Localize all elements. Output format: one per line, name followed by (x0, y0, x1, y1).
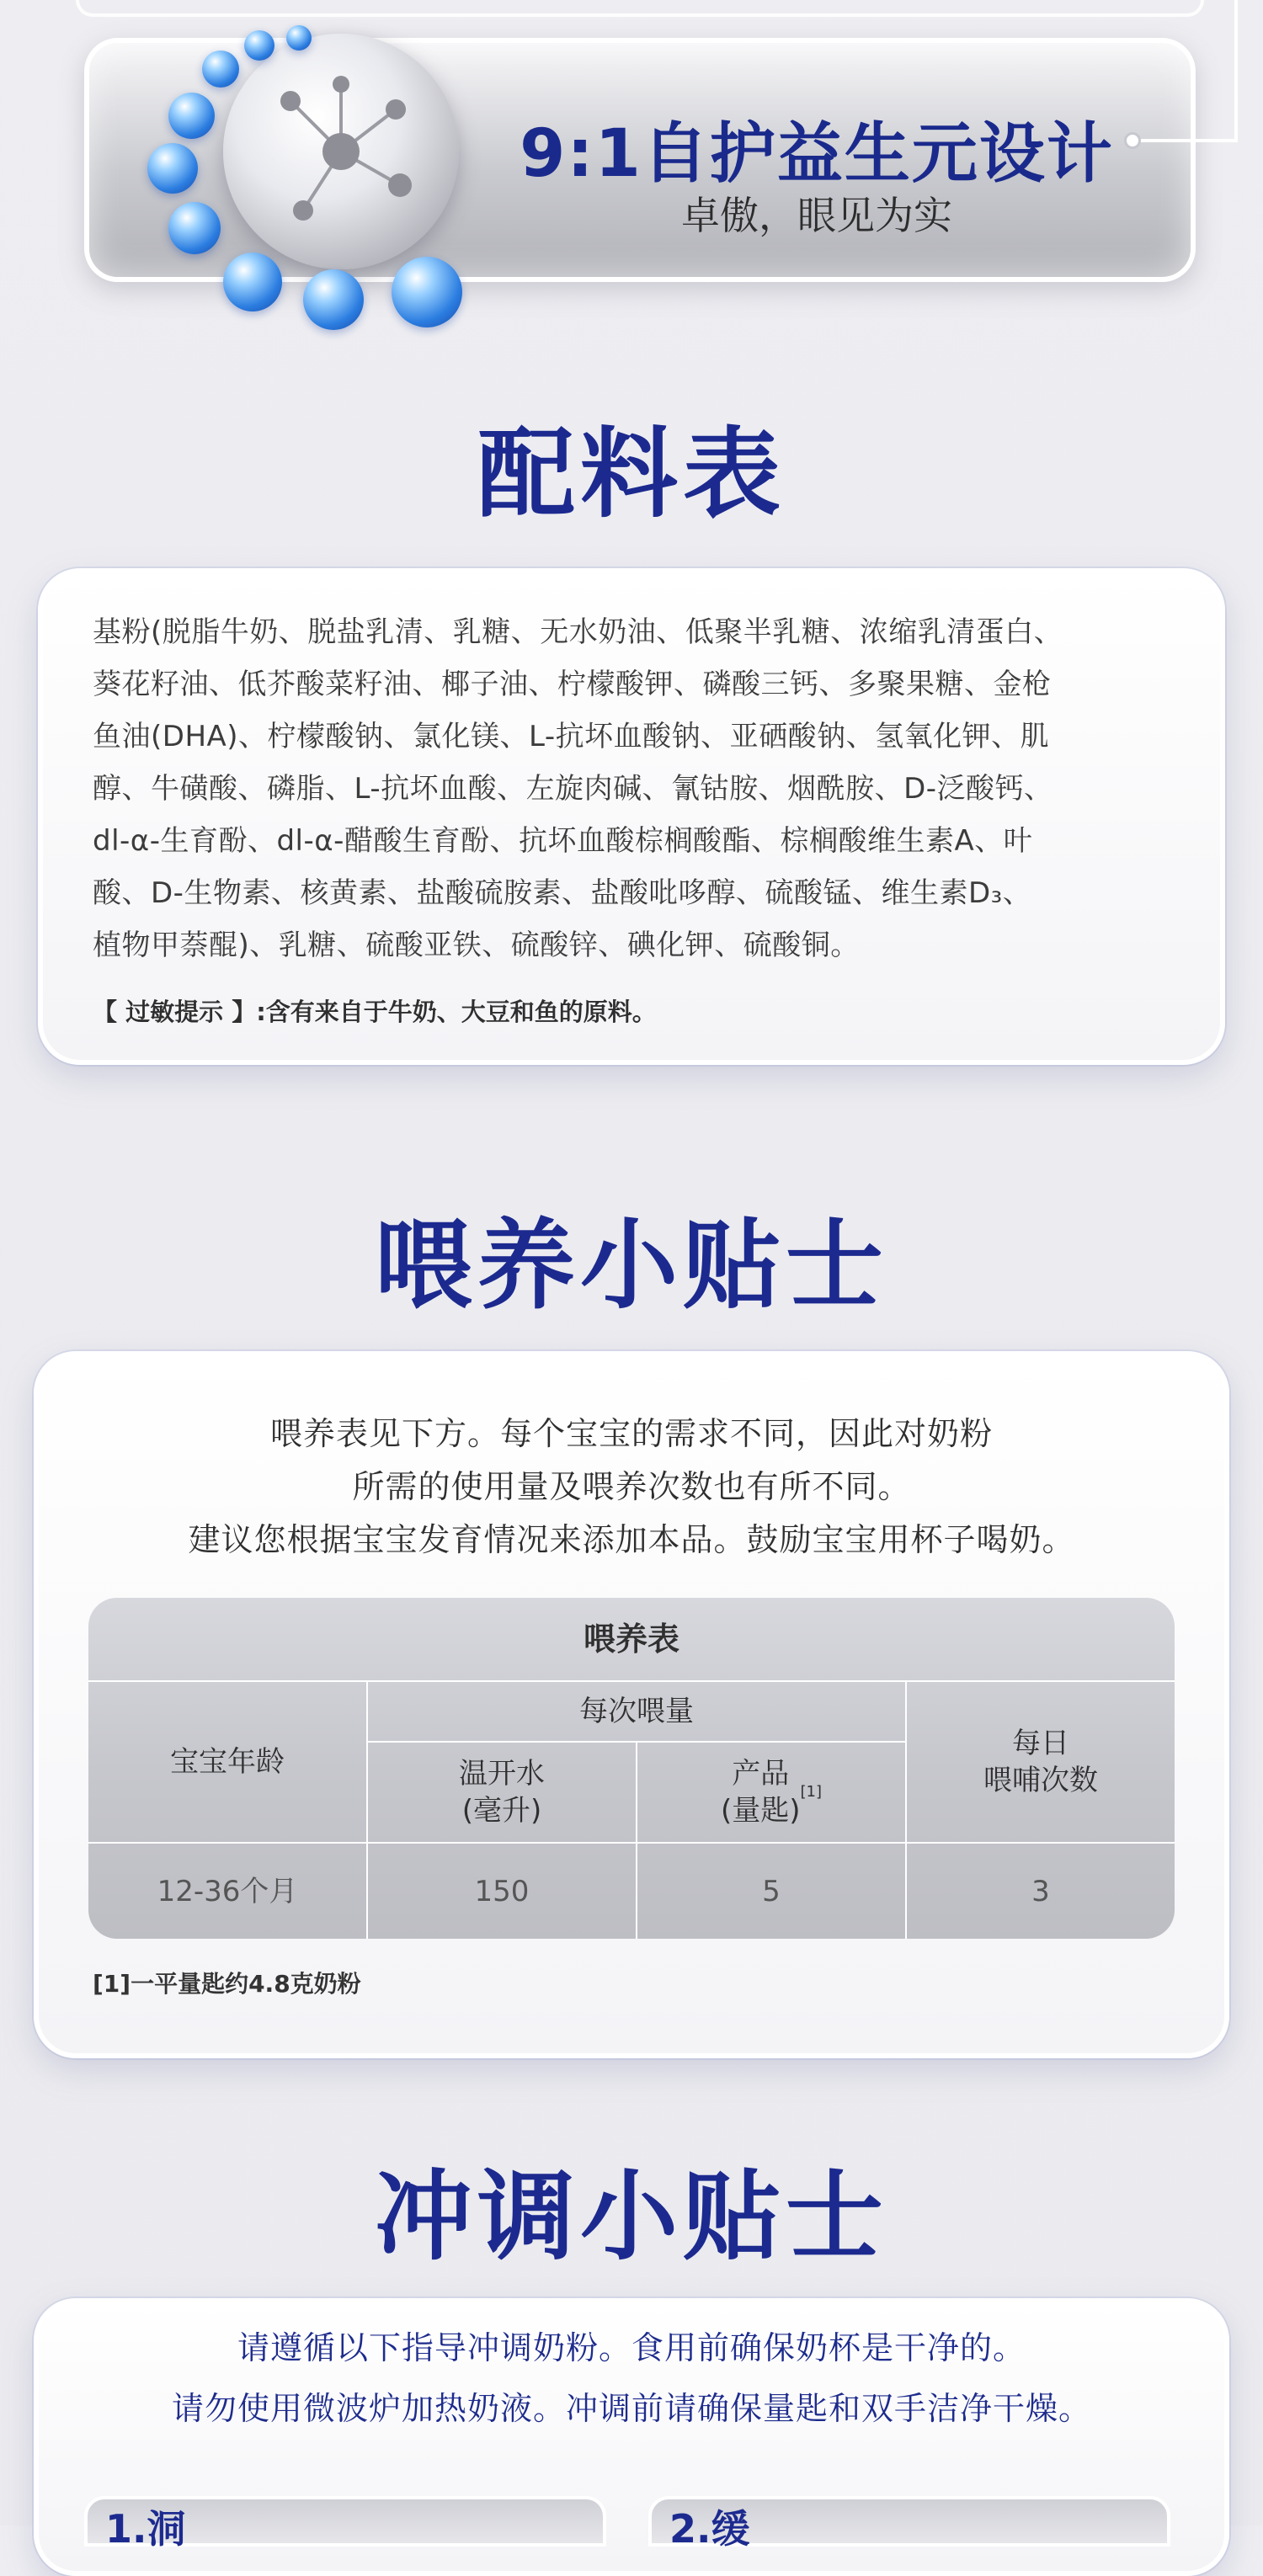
probiotic-bubble-icon (244, 30, 274, 61)
molecule-icon (223, 34, 459, 269)
mixing-text-line: 请遵循以下指导冲调奶粉。食用前确保奶杯是干净的。 (237, 2329, 1026, 2366)
probiotic-bubble-icon (223, 253, 282, 311)
col-header-product-label: 产品 (量匙) (720, 1757, 801, 1828)
feeding-title: 喂养小贴士 (375, 1209, 888, 1323)
col-header-product (637, 1743, 905, 1842)
mixing-text-line: 请勿使用微波炉加热奶液。冲调前请确保量匙和双手洁净干燥。 (171, 2390, 1091, 2427)
feeding-text-line: 建议您根据宝宝发育情况来添加本品。鼓励宝宝用杯子喝奶。 (188, 1521, 1075, 1558)
table-cell-product: 5 (762, 1874, 781, 1908)
allergy-notice: 【 过敏提示 】:含有来自于牛奶、大豆和鱼的原料。 (93, 998, 657, 1026)
banner-subtitle: 卓傲，眼见为实 (681, 193, 952, 238)
table-cell-water: 150 (474, 1874, 530, 1908)
probiotic-bubble-icon (392, 257, 462, 327)
ingredients-line: 酸、D-生物素、核黄素、盐酸硫胺素、盐酸吡哆醇、硫酸锰、维生素D₃、 (93, 876, 1032, 910)
banner-title: 9:1自护益生元设计 (520, 116, 1114, 192)
banner-connector-vertical (1234, 0, 1238, 142)
probiotic-bubble-icon (168, 93, 215, 139)
feeding-table (88, 1598, 1175, 1939)
ingredients-line: dl-α-生育酚、dl-α-醋酸生育酚、抗坏血酸棕榈酸酯、棕榈酸维生素A、叶 (93, 824, 1033, 858)
table-footnote: [1]一平量匙约4.8克奶粉 (93, 1970, 361, 1998)
step-1-label: 1.洞 (105, 2506, 186, 2552)
col-header-age: 宝宝年龄 (170, 1745, 285, 1779)
table-cell-daily: 3 (1031, 1874, 1050, 1908)
probiotic-bubble-icon (147, 143, 198, 194)
top-frame-decoration (76, 0, 1204, 17)
col-header-daily: 每日 喂哺次数 (983, 1727, 1098, 1797)
col-header-per-feed: 每次喂量 (579, 1695, 694, 1728)
probiotic-bubble-icon (286, 25, 312, 51)
feeding-text-line: 所需的使用量及喂养次数也有所不同。 (352, 1468, 911, 1505)
step-2-label: 2.缓 (669, 2506, 750, 2552)
col-header-water: 温开水 (毫升) (459, 1757, 545, 1828)
ingredients-line: 鱼油(DHA)、柠檬酸钠、氯化镁、L-抗坏血酸钠、亚硒酸钠、氢氧化钾、肌 (93, 720, 1050, 753)
ingredients-line: 植物甲萘醌)、乳糖、硫酸亚铁、硫酸锌、碘化钾、硫酸铜。 (93, 929, 860, 962)
ingredients-line: 葵花籽油、低芥酸菜籽油、椰子油、柠檬酸钾、磷酸三钙、多聚果糖、金枪 (93, 668, 1052, 701)
table-cell-age: 12-36个月 (157, 1874, 298, 1908)
ingredients-list (93, 606, 1179, 971)
feeding-text-line: 喂养表见下方。每个宝宝的需求不同，因此对奶粉 (269, 1415, 993, 1452)
banner-connector-dot (1124, 132, 1141, 149)
ingredients-title: 配料表 (477, 418, 786, 531)
probiotic-bubble-icon (202, 51, 239, 88)
footnote-marker: [1] (800, 1783, 823, 1801)
probiotic-bubble-icon (168, 202, 221, 254)
ingredients-line: 基粉(脱脂牛奶、脱盐乳清、乳糖、无水奶油、低聚半乳糖、浓缩乳清蛋白、 (93, 615, 1063, 649)
ingredients-line: 醇、牛磺酸、磷脂、L-抗坏血酸、左旋肉碱、氰钴胺、烟酰胺、D-泛酸钙、 (93, 772, 1053, 806)
probiotic-bubble-icon (303, 269, 364, 330)
banner-connector-line (1137, 139, 1238, 142)
feeding-table-title: 喂养表 (583, 1621, 679, 1658)
mixing-title: 冲调小贴士 (375, 2160, 888, 2274)
